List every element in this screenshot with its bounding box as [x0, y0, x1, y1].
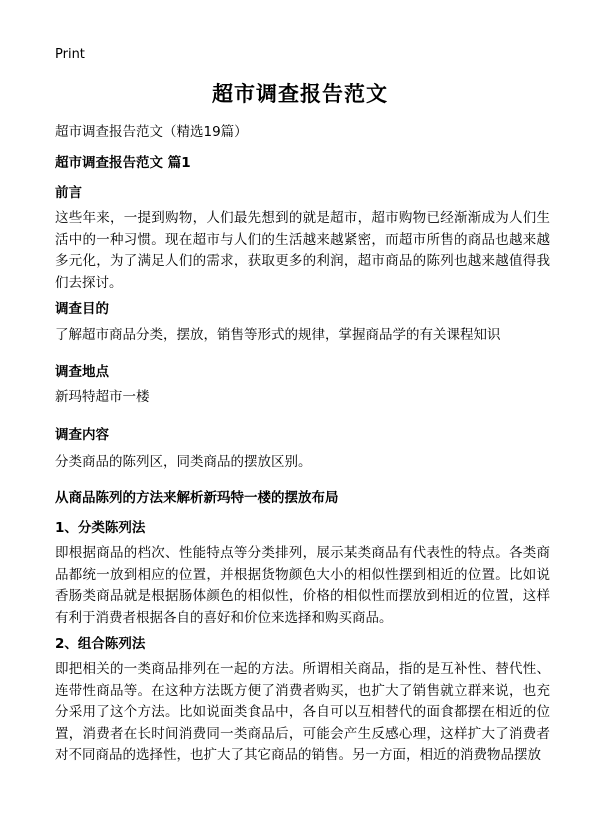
method2-paragraph: 即把相关的一类商品排列在一起的方法。所谓相关商品，指的是互补性、替代性、连带性商品等。在这种方法既方便了消费者购买，也扩大了销售就立群来说，也充分采用了这个方法。比如说面类食品中，各自可以互相替代的面食都摆在相近的位置，消费者在长时间消费同一类商品后，可能会产生反感心理，这样扩大了消费者对不同商品的选择性，也扩大了其它商品的销售。另一方面，相近的消费物品摆放 — [55, 661, 550, 763]
content-heading: 调查内容 — [55, 427, 109, 443]
method2-heading: 2、组合陈列法 — [55, 636, 146, 652]
section-heading: 超市调查报告范文 篇1 — [55, 155, 191, 171]
analysis-heading: 从商品陈列的方法来解析新玛特一楼的摆放布局 — [55, 490, 339, 506]
preface-paragraph: 这些年来，一提到购物，人们最先想到的就是超市，超市购物已经渐渐成为人们生活中的一种习惯。现在超市与人们的生活越来越紧密，而超市所售的商品也越来越多元化，为了满足人们的需求，获取更多的利润，超市商品的陈列也越来越值得我们去探讨。 — [55, 210, 550, 291]
preface-heading: 前言 — [55, 185, 82, 201]
purpose-paragraph: 了解超市商品分类，摆放，销售等形式的规律，掌握商品学的有关课程知识 — [55, 327, 501, 343]
location-paragraph: 新玛特超市一楼 — [55, 389, 150, 405]
method1-heading: 1、分类陈列法 — [55, 520, 146, 536]
print-link[interactable]: Print — [55, 47, 85, 62]
content-paragraph: 分类商品的陈列区，同类商品的摆放区别。 — [55, 454, 312, 470]
method1-paragraph: 即根据商品的档次、性能特点等分类排列，展示某类商品有代表性的特点。各类商品都统一放到相应的位置，并根据货物颜色大小的相似性摆到相近的位置。比如说香肠类商品就是根据肠体颜色的相似性，价格的相似性而摆放到相近的位置，这样有利于消费者根据各自的喜好和价位来选择和购买商品。 — [55, 545, 550, 626]
location-heading: 调查地点 — [55, 364, 109, 380]
document-subtitle: 超市调查报告范文（精选19篇） — [55, 124, 248, 140]
document-title: 超市调查报告范文 — [212, 82, 388, 106]
purpose-heading: 调查目的 — [55, 301, 109, 317]
